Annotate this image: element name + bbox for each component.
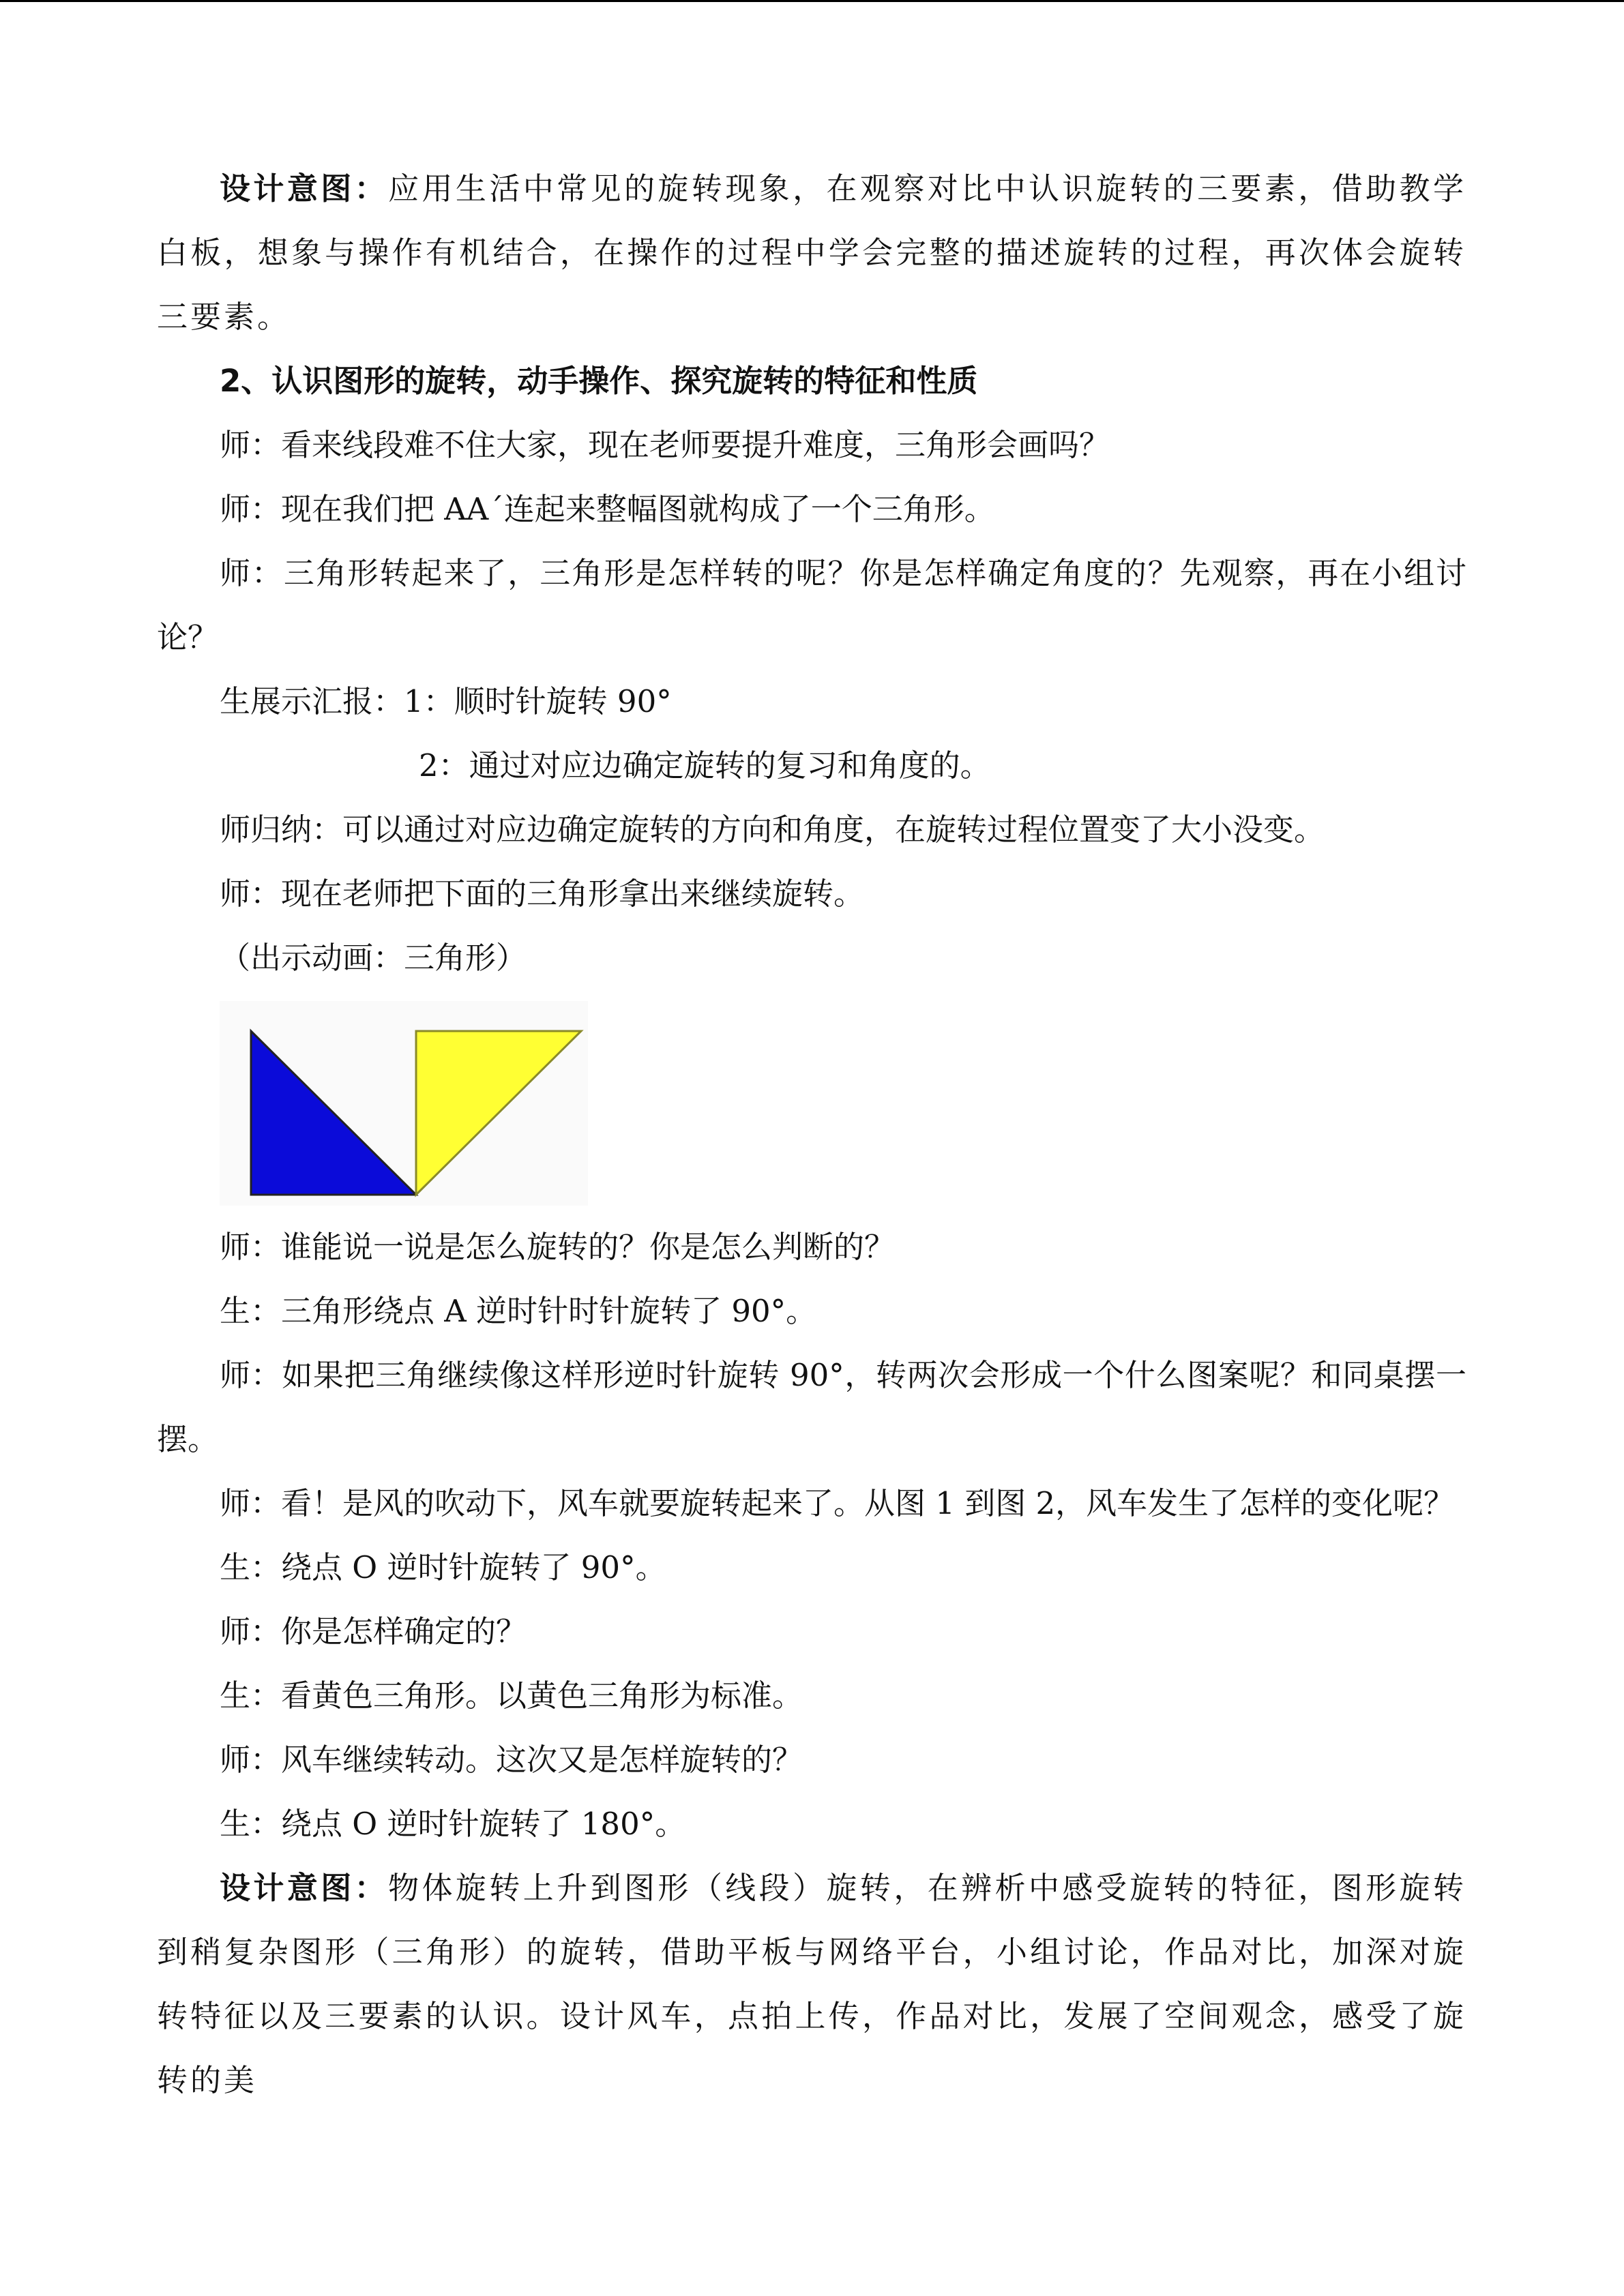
dialogue-line: 师：如果把三角继续像这样形逆时针旋转 90°，转两次会形成一个什么图案呢？和同桌摆一摆。: [157, 1357, 1466, 1457]
dialogue-line: 师：风车继续转动。这次又是怎样旋转的？: [220, 1742, 803, 1778]
dialogue-line: 师：看！是风的吹动下，风车就要旋转起来了。从图 1 到图 2，风车发生了怎样的变化呢？: [220, 1485, 1455, 1521]
section-heading: 2、认识图形的旋转，动手操作、探究旋转的特征和性质: [220, 363, 978, 399]
design-intent-label-1: 设计意图：: [220, 170, 389, 207]
dialogue-line: 师：看来线段难不住大家，现在老师要提升难度，三角形会画吗？: [220, 427, 1110, 463]
design-intent-paragraph-2: [157, 1856, 1466, 2113]
dialogue-line: 师归纳：可以通过对应边确定旋转的方向和角度，在旋转过程位置变了大小没变。: [220, 811, 1325, 848]
dialogue-line: 师：谁能说一说是怎么旋转的？你是怎么判断的？: [220, 1229, 896, 1265]
triangle-rotation-svg: [220, 1001, 588, 1206]
dialogue-line: 生展示汇报：1：顺时针旋转 90°: [220, 683, 672, 719]
dialogue-line: 生：绕点 O 逆时针旋转了 90°。: [220, 1549, 666, 1585]
triangle-rotation-figure: [220, 1001, 588, 1206]
dialogue-line: 师：现在我们把 AA´连起来整幅图就构成了一个三角形。: [220, 491, 995, 527]
design-intent-text-1: 应用生活中常见的旋转现象，在观察对比中认识旋转的三要素，借助教学白板，想象与操作有机结合，在操作的过程中学会完整的描述旋转的过程，再次体会旋转三要素。: [157, 170, 1466, 335]
page-top-border: [0, 0, 1624, 2]
dialogue-line: （出示动画：三角形）: [220, 940, 527, 976]
design-intent-paragraph-1: [157, 157, 1466, 349]
dialogue-line: 2：通过对应边确定旋转的复习和角度的。: [419, 747, 991, 784]
document-page: [157, 157, 1466, 2113]
dialogue-line: 生：绕点 O 逆时针旋转了 180°。: [220, 1806, 686, 1842]
design-intent-text-2: 物体旋转上升到图形（线段）旋转，在辨析中感受旋转的特征，图形旋转到稍复杂图形（三角形）的旋转，借助平板与网络平台，小组讨论，作品对比，加深对旋转特征以及三要素的认识。设计风车，点拍上传，作品对比，发展了空间观念，感受了旋转的美: [157, 1870, 1466, 2098]
dialogue-line: 师：你是怎样确定的？: [220, 1613, 527, 1650]
dialogue-line: 生：看黄色三角形。以黄色三角形为标准。: [220, 1678, 803, 1714]
design-intent-label-2: 设计意图：: [220, 1870, 389, 1906]
dialogue-line: 师：现在老师把下面的三角形拿出来继续旋转。: [220, 876, 865, 912]
dialogue-line: 生：三角形绕点 A 逆时针时针旋转了 90°。: [220, 1293, 817, 1329]
dialogue-line: 师：三角形转起来了，三角形是怎样转的呢？你是怎样确定角度的？先观察，再在小组讨论？: [157, 555, 1466, 655]
